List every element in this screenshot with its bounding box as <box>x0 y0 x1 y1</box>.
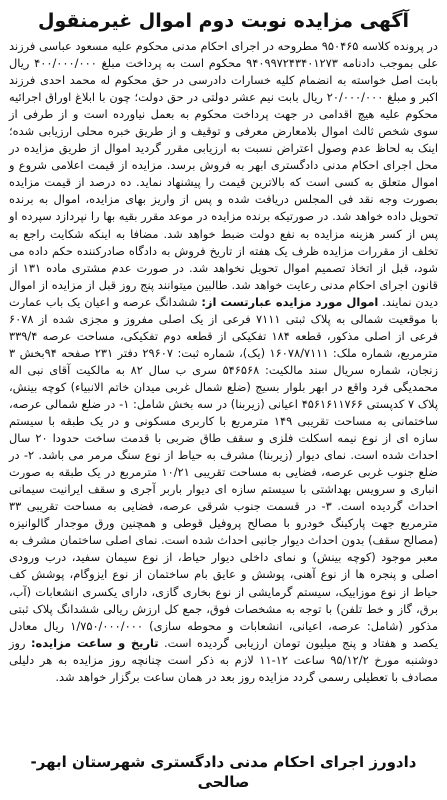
notice-signature: دادورز اجرای احکام مدنی دادگستری شهرستان ابهر- صالحی <box>30 753 417 791</box>
notice-paragraph-intro: در پرونده کلاسه ۹۵۰۴۶۵ مطروحه در اجرای احکام مدنی محکوم علیه مسعود عباسی فرزند علی بموجب دادنامه ۹۴۰۹۹۷۲۴۳۴۰۱۲۷۳ محکوم است به پرداخت مبلغ ۴۰۰/۰۰۰/۰۰۰ ریال بابت اصل خواسته به انضمام کلیه خسارات دادرسی در حق محکوم له محمد احدی فرزند اکبر و مبلغ ۲۰/۰۰۰/۰۰۰ ریال بابت نیم عشر دولتی در حق دولت؛ چون با ابلاغ اوراق اجرائیه محکوم علیه هیچ اقدامی در جهت پرداخت محکوم به بعمل نیاورده است و از طرفی از سوی شخص ثالث اموال بلامعارض معرفی و توقیف و از طریق خبره محلی ارزیابی شده؛ اینک به لحاظ عدم وصول اعتراض نسبت به ارزیابی مقرر گردید اموال از طریق مزایده در محل اجرای احکام مدنی دادگستری ابهر به فروش برسد. مزایده از قیمت اعلامی شروع و اموال متعلق به کسی است که بالاترین قیمت را پیشنهاد نماید. ده درصد از قیمت مزایده بصورت وجه نقد فی المجلس دریافت شده و پس از واریز بهای مزایده، اموال به برنده تحویل داده خواهد شد. در صورتیکه برنده مزایده در موعد مقرر بقیه بها را نپردازد سپرده او پس از کسر هزینه مزایده به نفع دولت ضبط خواهد شد. مضافا به اینکه شکایت راجع به تخلف از مقررات مزایده ظرف یک هفته از تاریخ فروش به دادگاه صادرکننده حکم داده می شود، قبل از اتخاذ تصمیم اموال تحویل نخواهد شد. در صورت عدم مشتری ماده ۱۳۱ از قانون اجرای احکام مدنی رعایت خواهد شد. طالبین میتوانند پنج روز قبل از مزایده از اموال دیدن نمایند. <box>9 39 439 309</box>
property-description: ششدانگ عرصه و اعیان یک باب عمارت با موقعیت شمالی به پلاک ثبتی ۷۱۱۱ فرعی از یک اصلی مفروز و مجزی شده از ۶۰۷۸ فرعی از اصلی مذکور، قطعه ۱۸۴ تفکیکی از قطعه دوم تفکیکی، مساحت عرصه ۳۳۹/۴ مترمربع، شماره ملک: ۱۶۰۷۸/۷۱۱۱ (یک)، شماره ثبت: ۲۹۶۰۷ دفتر ۲۳۱ صفحه ۹۴بخش ۳ زنجان، شماره سریال سند مالکیت: ۵۴۶۵۶۸ سری ب سال ۸۲ به مالکیت آقای نبی اله محمدیگی فرد واقع در ابهر بلوار بسیج (ضلع شمال غربی میدان خاتم الانبیاء) کوچه بینش، پلاک ۷ کدپستی ۴۵۶۱۶۱۱۷۶۶ اعیانی (زیربنا) در سه بخش شامل: ۱- در ضلع شمالی عرصه، ساختمانی به مساحت تقریبی ۱۴۹ مترمربع با کاربری مسکونی و در یک طبقه با سیستم سازه ای از نوع نیمه اسکلت فلزی و سقف طاق ضربی با قدمت ساخت حدودا ۲۰ سال احداث شده است. نمای دیوار (زیربنا) مشرف به حیاط از نوع سنگ مرمر می باشد. ۲- در ضلع جنوب غربی عرصه، فضایی به مساحت تقریبی ۱۰/۲۱ مترمربع در یک طبقه به صورت انباری و سرویس بهداشتی با سیستم سازه ای دیوار باربر آجری و سقف ایرانیت سیمانی احداث گردیده است. ۳- در قسمت جنوب شرقی عرصه، فضایی به مساحت تقریبی ۳۳ مترمربع جهت پارکینگ خودرو با مصالح پروفیل قوطی و همچنین ورق موجدار گالوانیزه (مصالح سقف) بدون احداث دیوار جانبی احداث شده است. نمای اصلی ساختمان مشرف به معبر موجود (کوچه بینش) و نمای داخلی دیوار حیاط، از نوع سیمان سفید، درب ورودی اصلی و پنجره ها از نوع آهنی، پوشش و عایق بام ساختمان از نوع ایزوگام، پوشش کف حیاط از نوع موزاییک، سیستم گرمایشی از نوع بخاری گازی، دارای یکسری انشعابات (آب، برق، گاز و خط تلفن) با توجه به مشخصات فوق، جمع کل ارزش ریالی ششدانگ پلاک ثبتی مذکور (شامل: عرصه، اعیانی، انشعابات و محوطه سازی) ۱/۷۵۰/۰۰۰/۰۰۰ ریال معادل یکصد و هفتاد و پنج میلیون تومان ارزیابی گردیده است. <box>9 294 439 650</box>
property-label: اموال مورد مزایده عبارتست از: <box>201 294 379 309</box>
notice-body <box>9 38 438 686</box>
auction-datetime-text: روز دوشنبه مورخ ۹۵/۱۲/۲ ساعت ۱۲-۱۱ لازم به ذکر است چنانچه روز مزایده به هر دلیلی مصادف با تعطیلی رسمی گردد مزایده روز بعد در همان ساعت برگزار خواهد شد. <box>9 635 438 684</box>
notice-title: آگهی مزایده نوبت دوم اموال غیرمنقول <box>38 10 409 32</box>
auction-datetime-label: تاریخ و ساعت مزایده: <box>30 635 159 650</box>
